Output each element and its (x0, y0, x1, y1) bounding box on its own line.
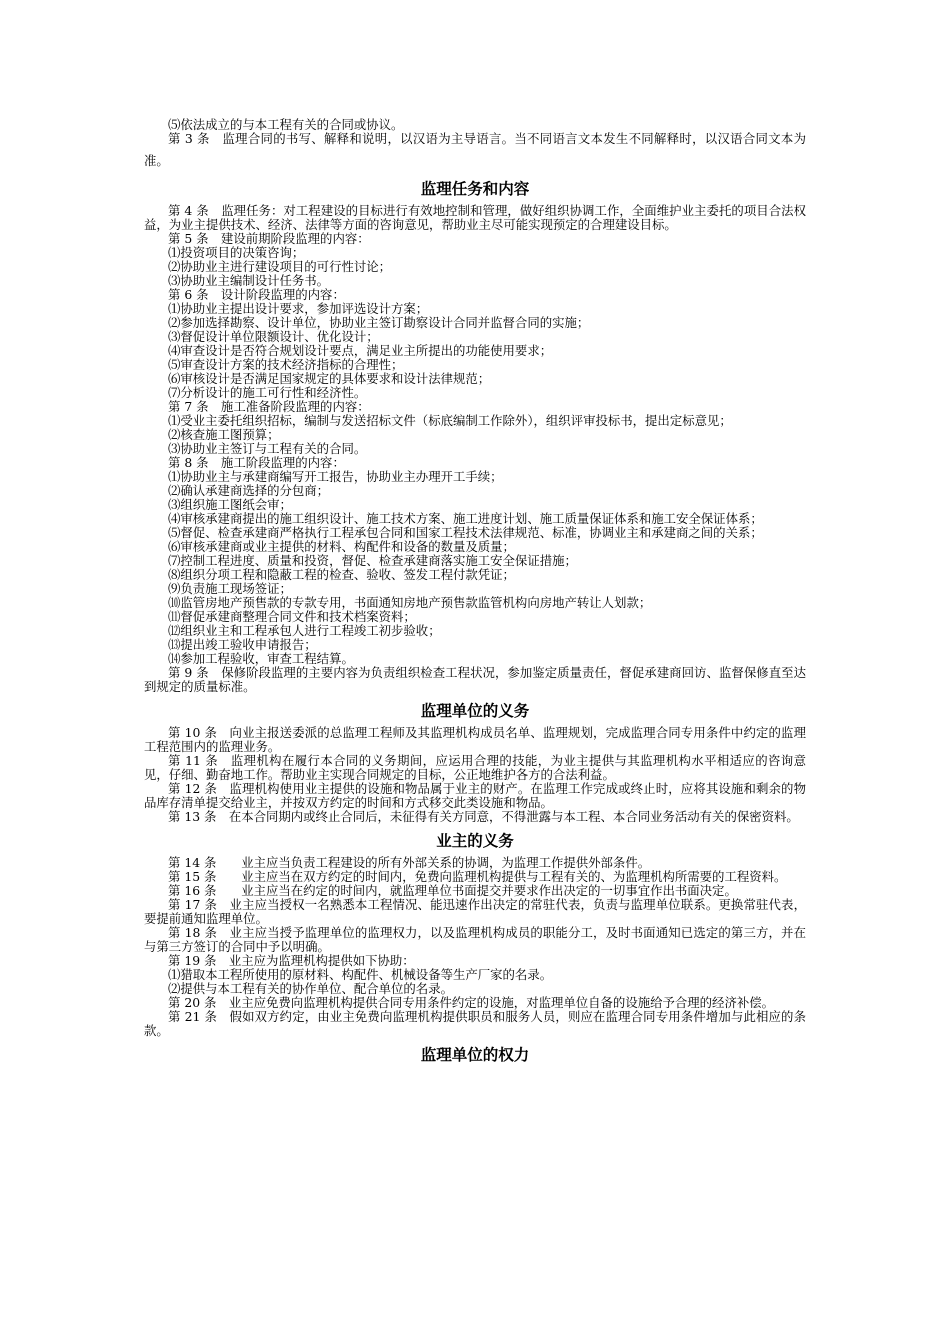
section-heading-supervisor-duties: 监理单位的义务 (420, 701, 530, 720)
article-16: 第 16 条 业主应当在约定的时间内，就监理单位书面提交并要求作出决定的一切事宜作出书面决定。 (168, 883, 737, 898)
article-14: 第 14 条 业主应当负责工程建设的所有外部关系的协调，为监理工作提供外部条件。 (168, 855, 651, 870)
article-12: 第 12 条 监理机构使用业主提供的设施和物品属于业主的财产。在监理工作完成或终止时，应将其设施和剩余的物品库存清单提交给业主，并按双方约定的时间和方式移交此类设施和物品。 (144, 781, 806, 810)
list-item: ⑽监管房地产预售款的专款专用，书面通知房地产预售款监管机构向房地产转让人划款； (168, 595, 652, 610)
list-item: ⑹审核承建商或业主提供的材料、构配件和设备的数量及质量； (168, 539, 515, 554)
article-6: 第 6 条 设计阶段监理的内容： (168, 287, 345, 302)
section-heading-owner-duties: 业主的义务 (436, 831, 514, 850)
list-item: ⑺控制工程进度、质量和投资，督促、检查承建商落实施工安全保证措施； (168, 553, 577, 568)
list-item: ⑾督促承建商整理合同文件和技术档案资料； (168, 609, 416, 624)
list-item: ⑸依法成立的与本工程有关的合同或协议。 (168, 117, 404, 132)
article-20: 第 20 条 业主应免费向监理机构提供合同专用条件约定的设施，对监理单位自备的设施给予合理的经济补偿。 (168, 995, 775, 1010)
article-3: 第 3 条 监理合同的书写、解释和说明，以汉语为主导语言。当不同语言文本发生不同解释时，以汉语合同文本为准。 (144, 131, 806, 168)
list-item: ⑵协助业主进行建设项目的可行性讨论； (168, 259, 392, 274)
list-item: ⑷审核承建商提出的施工组织设计、施工技术方案、施工进度计划、施工质量保证体系和施工安全保证体系； (168, 511, 763, 526)
article-5: 第 5 条 建设前期阶段监理的内容： (168, 231, 370, 246)
section-heading-supervisor-powers: 监理单位的权力 (420, 1045, 530, 1064)
list-item: ⑵核查施工图预算； (168, 427, 280, 442)
list-item: ⑺分析设计的施工可行性和经济性。 (168, 385, 367, 400)
article-10: 第 10 条 向业主报送委派的总监理工程师及其监理机构成员名单、监理规划，完成监理合同专用条件中约定的监理工程范围内的监理业务。 (144, 725, 806, 754)
article-7: 第 7 条 施工准备阶段监理的内容： (168, 399, 370, 414)
list-item: ⑼负责施工现场签证； (168, 581, 292, 596)
article-9: 第 9 条 保修阶段监理的主要内容为负责组织检查工程状况，参加鉴定质量责任，督促承建商回访、监督保修直至达到规定的质量标准。 (144, 665, 806, 694)
article-15: 第 15 条 业主应当在双方约定的时间内，免费向监理机构提供与工程有关的、为监理机构所需要的工程资料。 (168, 869, 787, 884)
section-heading-tasks: 监理任务和内容 (420, 179, 530, 198)
document-page (144, 118, 806, 1070)
article-21: 第 21 条 假如双方约定，由业主免费向监理机构提供职员和服务人员，则应在监理合同专用条件增加与此相应的条款。 (144, 1009, 806, 1038)
article-13: 第 13 条 在本合同期内或终止合同后，未征得有关方同意，不得泄露与本工程、本合同业务活动有关的保密资料。 (168, 809, 799, 824)
list-item: ⑶协助业主签订与工程有关的合同。 (168, 441, 367, 456)
list-item: ⑵确认承建商选择的分包商； (168, 483, 330, 498)
list-item: ⒀提出竣工验收申请报告； (168, 637, 317, 652)
article-11: 第 11 条 监理机构在履行本合同的义务期间，应运用合理的技能，为业主提供与其监理机构水平相适应的咨询意见，仔细、勤奋地工作。帮助业主实现合同规定的目标，公正地维护各方的合法利益。 (144, 753, 806, 782)
list-item: ⑶协助业主编制设计任务书。 (168, 273, 330, 288)
article-18: 第 18 条 业主应当授予监理单位的监理权力，以及监理机构成员的职能分工，及时书面通知已选定的第三方，并在与第三方签订的合同中予以明确。 (144, 925, 806, 954)
list-item: ⑻组织分项工程和隐蔽工程的检查、验收、签发工程付款凭证； (168, 567, 515, 582)
list-item: ⑴受业主委托组织招标，编制与发送招标文件（标底编制工作除外），组织评审投标书，提出定标意见； (168, 413, 732, 428)
list-item: ⑴投资项目的决策咨询； (168, 245, 305, 260)
list-item: ⑷审查设计是否符合规划设计要点，满足业主所提出的功能使用要求； (168, 343, 553, 358)
list-item: ⑿组织业主和工程承包人进行工程竣工初步验收； (168, 623, 441, 638)
list-item: ⑵提供与本工程有关的协作单位、配合单位的名录。 (168, 981, 453, 996)
list-item: ⑴猎取本工程所使用的原材料、构配件、机械设备等生产厂家的名录。 (168, 967, 553, 982)
article-19: 第 19 条 业主应为监理机构提供如下协助： (168, 953, 415, 968)
article-17: 第 17 条 业主应当授权一名熟悉本工程情况、能迅速作出决定的常驻代表，负责与监理单位联系。更换常驻代表，要提前通知监理单位。 (144, 897, 806, 926)
list-item: ⒁参加工程验收，审查工程结算。 (168, 651, 354, 666)
list-item: ⑸审查设计方案的技术经济指标的合理性； (168, 357, 404, 372)
list-item: ⑶督促设计单位限额设计、优化设计； (168, 329, 379, 344)
list-item: ⑶组织施工图纸会审； (168, 497, 292, 512)
list-item: ⑴协助业主提出设计要求，参加评选设计方案； (168, 301, 429, 316)
article-8: 第 8 条 施工阶段监理的内容： (168, 455, 345, 470)
list-item: ⑵参加选择勘察、设计单位，协助业主签订勘察设计合同并监督合同的实施； (168, 315, 590, 330)
list-item: ⑸督促、检查承建商严格执行工程承包合同和国家工程技术法律规范、标准，协调业主和承建商之间的关系； (168, 525, 763, 540)
article-4: 第 4 条 监理任务：对工程建设的目标进行有效地控制和管理，做好组织协调工作，全面维护业主委托的项目合法权益，为业主提供技术、经济、法律等方面的咨询意见，帮助业主尽可能实现预定的合理建设目标。 (144, 203, 806, 232)
list-item: ⑴协助业主与承建商编写开工报告，协助业主办理开工手续； (168, 469, 503, 484)
list-item: ⑹审核设计是否满足国家规定的具体要求和设计法律规范； (168, 371, 491, 386)
